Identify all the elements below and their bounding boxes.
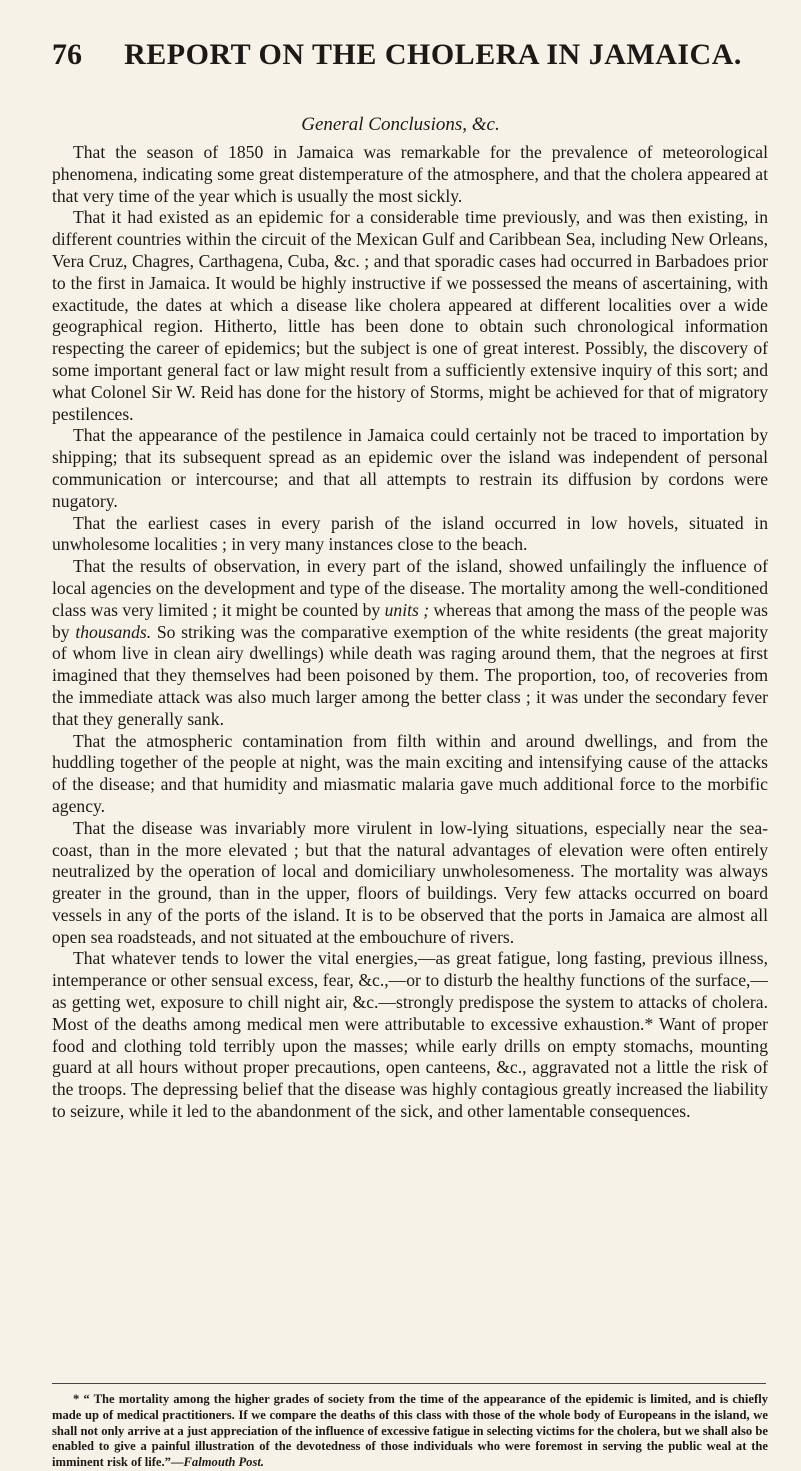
paragraph: That the earliest cases in every parish of the island occurred in low hovels, situated in unwholesome localities ; in very many instances close to the beach. bbox=[52, 512, 768, 555]
section-title: General Conclusions, &c. bbox=[301, 114, 500, 135]
footnote-source: Falmouth Post. bbox=[183, 1455, 265, 1470]
footnote bbox=[52, 1392, 768, 1471]
paragraph-text: whereas that among the mass of the people was by bbox=[52, 599, 769, 642]
paragraph: That the season of 1850 in Jamaica was remarkable for the prevalence of meteorological phenomena, indicating some great distemperature of the atmosphere, and that the cholera appeared at that very time of the year which is usually the most sickly. bbox=[52, 142, 768, 206]
emphasis-units: units ; bbox=[384, 599, 430, 620]
emphasis-thousands: thousands. bbox=[75, 621, 152, 642]
page-header bbox=[52, 38, 762, 88]
body-text bbox=[52, 142, 768, 1123]
paragraph-text: So striking was the comparative exemption of the white residents (the great majority of whom live in clean airy dwellings) while death was raging around them, that the negroes at first imagined that they themselves had been poisoned by them. The proportion, too, of recoveries from the immediate attack was also much larger among the better class ; it was under the secondary fever that they generally sank. bbox=[52, 621, 768, 729]
paragraph: That the disease was invariably more virulent in low-lying situations, especially near the sea-coast, than in the more elevated ; but that the natural advantages of elevation were often entirely neutralized by the operation of local and domiciliary unwholesomeness. The mortality was always greater in the ground, than in the upper, floors of buildings. Very few attacks occurred on board vessels in any of the ports of the island. It is to be observed that the ports in Jamaica are almost all open sea roadsteads, and not situated at the embouchure of rivers. bbox=[52, 817, 768, 947]
paragraph: That the appearance of the pestilence in Jamaica could certainly not be traced to importation by shipping; that its subsequent spread as an epidemic over the island was independent of personal communication or intercourse; and that all attempts to restrain its diffusion by cordons were nugatory. bbox=[52, 425, 768, 511]
paragraph: That whatever tends to lower the vital energies,—as great fatigue, long fasting, previous illness, intemperance or other sensual excess, fear, &c.,—or to disturb the healthy functions of the surface,—as getting wet, exposure to chill night air, &c.—strongly predispose the system to attacks of cholera. Most of the deaths among medical men were attributable to excessive exhaustion.* Want of proper food and clothing told terribly upon the masses; while early drills on empty stomachs, mounting guard at all hours without proper precautions, open canteens, &c., aggravated not a little the risk of the troops. The depressing belief that the disease was highly contagious greatly increased the liability to seizure, while it led to the abandonment of the sick, and other lamentable consequences. bbox=[52, 948, 768, 1122]
paragraph: That the atmospheric contamination from filth within and around dwellings, and from the huddling together of the people at night, was the main exciting and intensifying cause of the attacks of the disease; and that humidity and miasmatic malaria gave much additional force to the morbific agency. bbox=[52, 730, 768, 816]
paragraph bbox=[52, 556, 768, 730]
footnote-divider bbox=[52, 1383, 766, 1384]
page-number: 76 bbox=[52, 38, 82, 71]
footnote-text: * “ The mortality among the higher grades of society from the time of the appearance of the epidemic is limited, and is chiefly made up of medical practitioners. If we compare the deaths of this class with those of the whole body of Europeans in the island, we shall not only arrive at a just appreciation of the influence of excessive fatigue in selecting victims for the cholera, but we shall also be enabled to give a painful illustration of the devotedness of those individuals who were foremost in serving the public weal at the imminent risk of life.”— bbox=[52, 1392, 768, 1470]
paragraph-text: That the results of observation, in every part of the island, showed unfailingly the influence of local agencies on the development and type of the disease. The mortality among the well-conditioned class was very limited ; it might be counted by bbox=[52, 556, 768, 620]
running-title: REPORT ON THE CHOLERA IN JAMAICA. bbox=[124, 38, 742, 71]
paragraph: That it had existed as an epidemic for a considerable time previously, and was then existing, in different countries within the circuit of the Mexican Gulf and Caribbean Sea, including New Orleans, Vera Cruz, Chagres, Carthagena, Cuba, &c. ; and that sporadic cases had occurred in Barbadoes prior to the first in Jamaica. It would be highly instructive if we possessed the means of ascertaining, with exactitude, the dates at which a disease like cholera appeared at different localities over a wide geographical region. Hitherto, little has been done to obtain such chronological information respecting the career of epidemics; but the subject is one of great interest. Possibly, the discovery of some important general fact or law might result from a sufficiently extensive inquiry of this sort; and what Colonel Sir W. Reid has done for the history of Storms, might be achieved for that of migratory pestilences. bbox=[52, 207, 768, 424]
